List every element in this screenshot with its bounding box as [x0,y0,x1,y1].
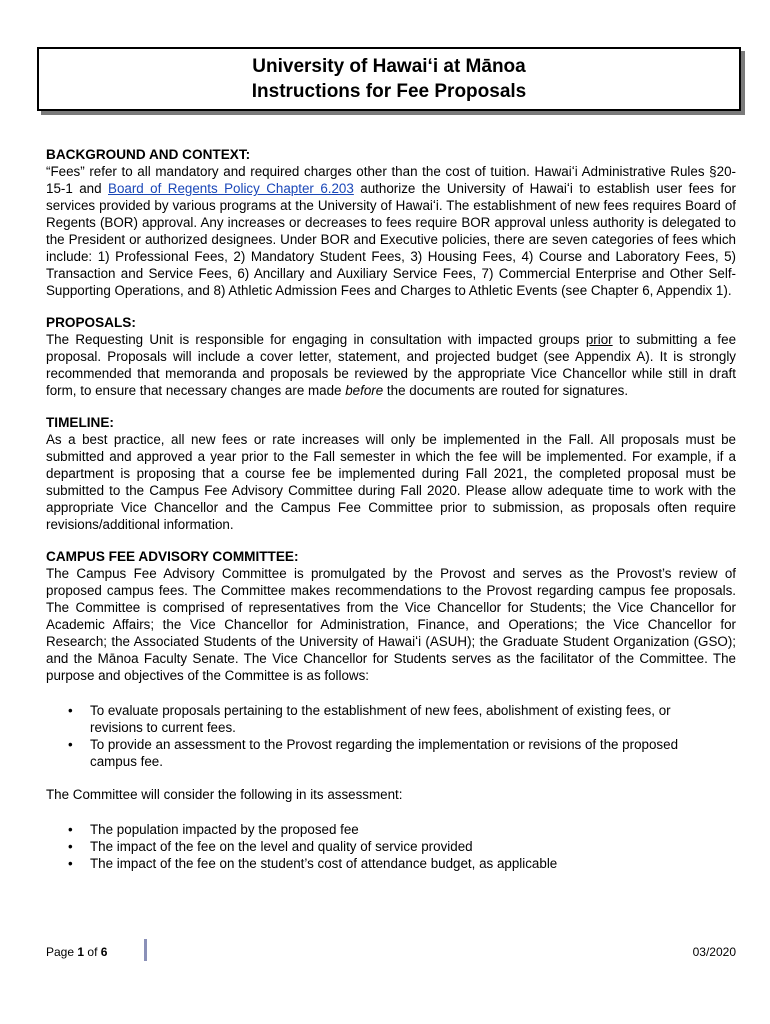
page-indicator [46,945,107,959]
list-item [46,821,736,838]
assessment-text: The population impacted by the proposed fee [90,822,359,837]
revision-date: 03/2020 [692,945,736,959]
assessment-intro: The Committee will consider the following in its assessment: [46,787,403,802]
timeline-paragraph: As a best practice, all new fees or rate increases will only be implemented in the Fall. All proposals must be submitted and approved a year prior to the Fall semester in which the fee will be implemented. For example, if a department is proposing that a course fee be implemented during Fall 2021, the completed proposal must be submitted to the Campus Fee Advisory Committee during Fall 2020. Please allow adequate time to work with the appropriate Vice Chancellor and the Campus Fee Committee prior to submission, as proposals often require revisions/additional information. [46,432,736,532]
background-section [46,146,736,299]
prior-emphasis: prior [585,332,613,347]
objective-text: To evaluate proposals pertaining to the establishment of new fees, abolishment of existing fees, or revisions to current fees. [90,703,671,735]
total-pages: 6 [100,945,108,959]
page-number: 1 [77,945,85,959]
page-word: Page [46,945,75,959]
timeline-heading: TIMELINE: [46,415,114,430]
title-box [37,47,741,111]
bullet-icon: • [68,856,73,871]
committee-section [46,548,736,872]
footer-divider [144,939,147,961]
document-title-line-2: Instructions for Fee Proposals [251,81,527,102]
background-paragraph [46,163,736,299]
proposals-text-2: to submitting a fee proposal. Proposals will include a cover letter, statement, and projected budget (see Appendix A). It is strongly recommended that memoranda and proposals be reviewed by the appropriate Vice Chancellor while still in draft form, to ensure that necessary changes are made [46,332,737,398]
page-footer [46,945,736,965]
bor-policy-link[interactable]: Board of Regents Policy Chapter 6.203 [108,181,354,196]
proposals-paragraph [46,331,736,399]
committee-heading: CAMPUS FEE ADVISORY COMMITTEE: [46,549,299,564]
background-heading: BACKGROUND AND CONTEXT: [46,147,251,162]
list-item [46,736,736,770]
before-emphasis: before [345,383,384,398]
objective-text: To provide an assessment to the Provost regarding the implementation or revisions of the proposed campus fee. [90,737,679,769]
list-item [46,702,736,736]
bullet-icon: • [68,703,73,718]
assessment-text: The impact of the fee on the student’s cost of attendance budget, as applicable [90,856,558,871]
committee-paragraph: The Campus Fee Advisory Committee is promulgated by the Provost and serves as the Provost’s review of proposed campus fees. The Committee makes recommendations to the Provost regarding campus fee proposals. The Committee is comprised of representatives from the Vice Chancellor for Students; the Vice Chancellor for Academic Affairs; the Vice Chancellor for Administration, Finance, and Operations; the Vice Chancellor for Research; the Associated Students of the University of Hawaiʻi (ASUH); the Graduate Student Organization (GSO); and the Mānoa Faculty Senate. The Vice Chancellor for Students serves as the facilitator of the Committee. The purpose and objectives of the Committee is as follows: [46,566,736,683]
proposals-section [46,314,736,399]
background-text-1: “Fees” refer to all mandatory and required charges other than the cost of tuition. Hawaiʻi Administrative Rules §20-15-1 and [46,164,736,196]
bullet-icon: • [68,737,73,752]
assessment-text: The impact of the fee on the level and quality of service provided [90,839,473,854]
list-item [46,838,736,855]
bullet-icon: • [68,822,73,837]
proposals-text-1: The Requesting Unit is responsible for engaging in consultation with impacted groups [46,332,586,347]
document-title-line-1: University of Hawaiʻi at Mānoa [252,56,526,77]
timeline-section [46,414,736,533]
bullet-icon: • [68,839,73,854]
list-item [46,855,736,872]
of-word: of [87,945,98,959]
document-body [46,146,736,888]
proposals-text-3: the documents are routed for signatures. [383,383,629,398]
background-text-2: authorize the University of Hawaiʻi to establish user fees for services provided by various programs at the University of Hawaiʻi. The establishment of new fees requires Board of Regents (BOR) approval. Any increases or decreases to fees require BOR approval unless authority is delegated to the President or authorized designees. Under BOR and Executive policies, there are seven categories of fees which include: 1) Professional Fees, 2) Mandatory Student Fees, 3) Housing Fees, 4) Course and Laboratory Fees, 5) Transaction and Service Fees, 6) Ancillary and Auxiliary Service Fees, 7) Commercial Enterprise and Other Self-Supporting Operations, and 8) Athletic Admission Fees and Charges to Athletic Events (see Chapter 6, Appendix 1). [46,181,737,298]
proposals-heading: PROPOSALS: [46,315,136,330]
assessment-list [46,821,736,872]
objectives-list [46,702,736,770]
